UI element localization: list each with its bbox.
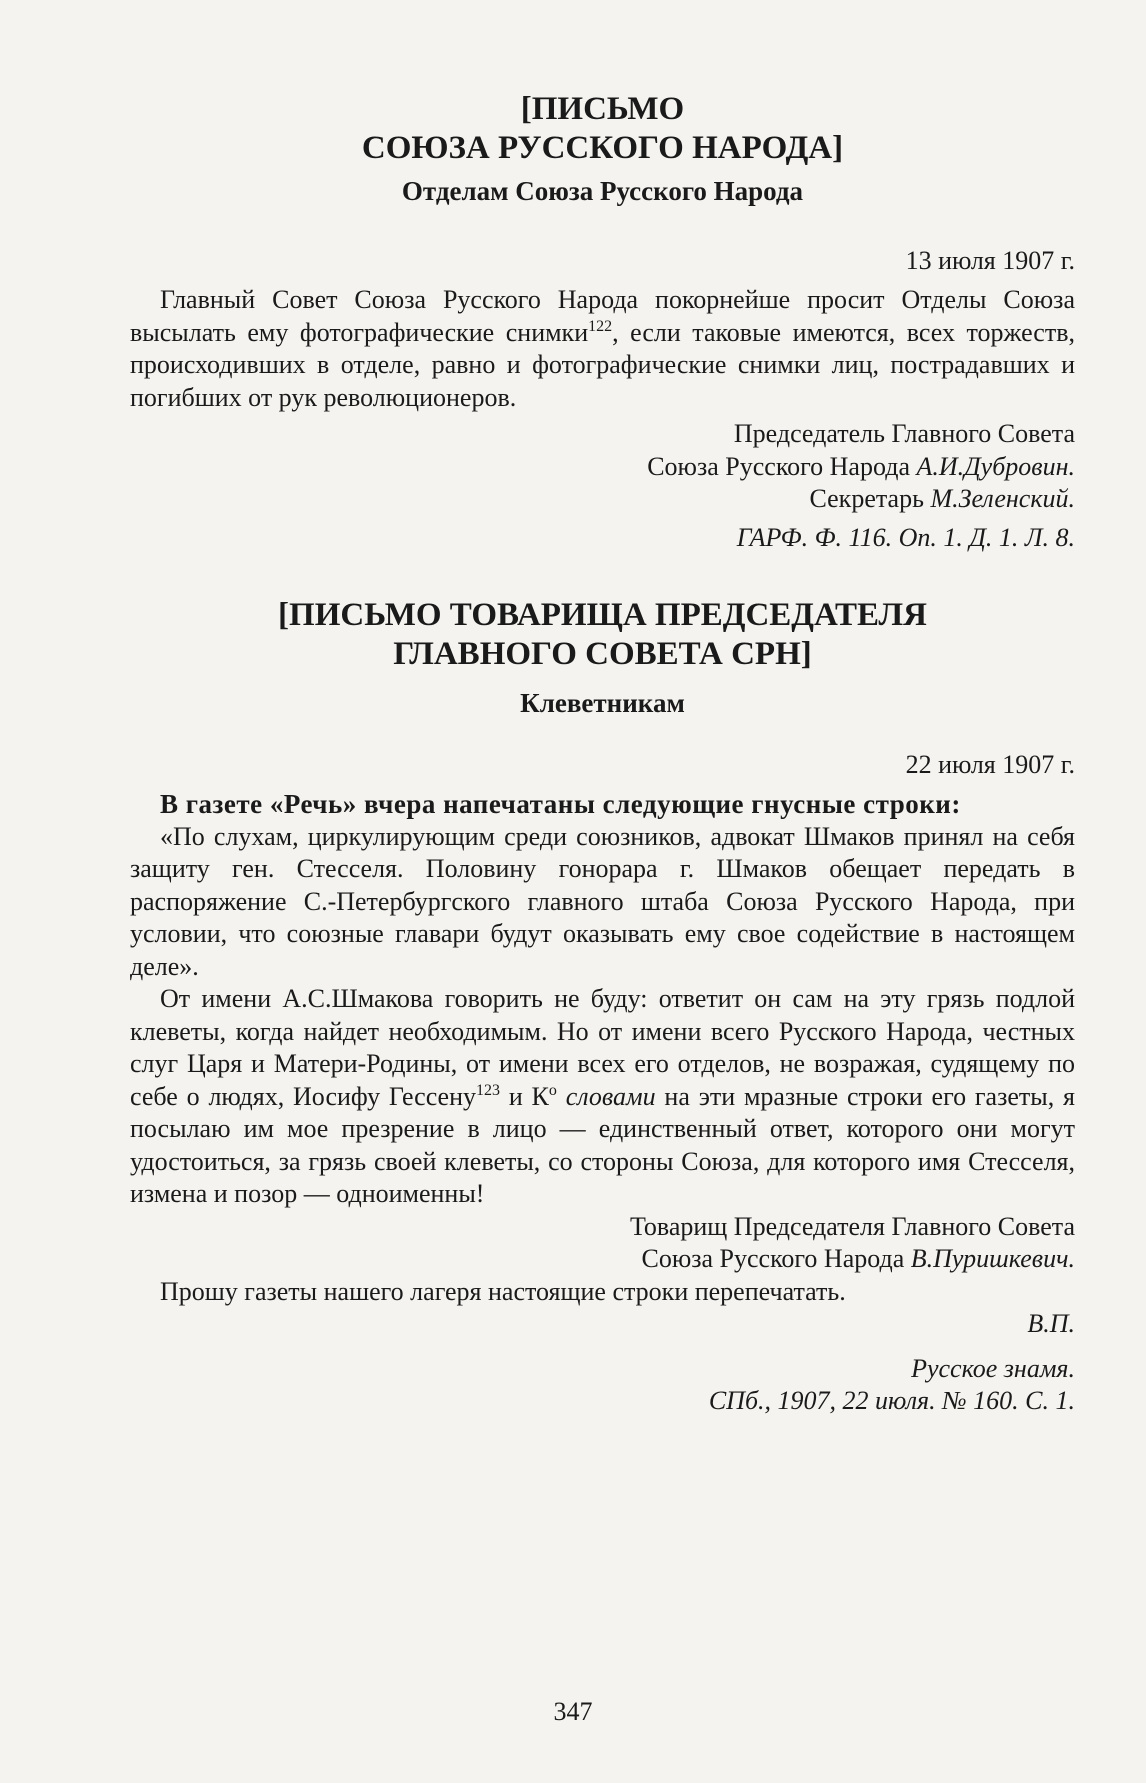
doc1-secretary-prefix: Секретарь [809, 484, 931, 513]
document-2 [130, 596, 1075, 1418]
doc2-title-line2: ГЛАВНОГО СОВЕТА СРН] [393, 636, 812, 672]
doc1-date: 13 июля 1907 г. [905, 246, 1075, 275]
doc1-body-part2: , если таковые имеются, всех торжеств, происходивших в отделе, равно и фотографические снимки лиц, пострадавших и погибших от рук революционеров. [130, 317, 1075, 412]
doc2-signature-line1: Товарищ Председателя Главного Совета [629, 1211, 1075, 1241]
doc2-italic-word: словами [565, 1081, 656, 1111]
doc2-source-line2: СПб., 1907, 22 июля. № 160. С. 1. [708, 1386, 1075, 1415]
page-number: 347 [553, 1697, 593, 1726]
doc1-signature-prefix: Союза Русского Народа [647, 451, 917, 481]
doc1-signer-name: А.И.Дубровин. [916, 451, 1075, 481]
doc2-paragraph-part1: От имени А.С.Шмакова говорить не буду: ответит он сам на эту грязь подлой клеветы, когда найдет необходимым. Но от имени всего Русского Народа, честных слуг Царя и Матери-Родины, от имени всех его отделов, не возражая, судящему по себе о людях, Иосифу Гессену [130, 984, 1075, 1111]
doc1-footnote-ref: 122 [588, 317, 613, 335]
doc1-body-part1: Главный Совет Союза Русского Народа покорнейше просит Отделы Союза высылать ему фотографические снимки [130, 285, 1075, 347]
doc2-signer-name: В.Пуришкевич. [910, 1244, 1075, 1273]
doc2-signature-prefix: Союза Русского Народа [641, 1244, 911, 1273]
doc2-lead: В газете «Речь» вчера напечатаны следующие гнусные строки: [160, 789, 961, 819]
doc2-k: и К [500, 1081, 549, 1111]
doc2-paragraph [130, 983, 1075, 1211]
page-content [130, 90, 1075, 1418]
doc2-signature-line2 [130, 1243, 1075, 1276]
doc1-title-line2: СОЮЗА РУССКОГО НАРОДА] [361, 130, 844, 166]
doc2-request: Прошу газеты нашего лагеря настоящие строки перепечатать. [160, 1276, 846, 1306]
doc1-signature-line3 [130, 483, 1075, 516]
doc1-subtitle: Отделам Союза Русского Народа [401, 176, 804, 206]
doc1-title-line1: [ПИСЬМО [520, 91, 685, 127]
doc2-k-sup: о [548, 1081, 557, 1099]
document-1 [130, 90, 1075, 554]
doc1-secretary-name: М.Зеленский. [930, 484, 1075, 513]
doc1-body [130, 284, 1075, 414]
doc2-date: 22 июля 1907 г. [905, 750, 1075, 779]
doc2-initials: В.П. [1027, 1309, 1075, 1338]
doc1-archive-ref: ГАРФ. Ф. 116. Оп. 1. Д. 1. Л. 8. [736, 522, 1075, 552]
doc1-signature-line2 [130, 451, 1075, 484]
doc2-paragraph-part2: на эти мразные строки его газеты, я посылаю им мое презрение в лицо — единственный ответ, которого они могут удостоиться, за грязь своей клеветы, со стороны Союза, для которого имя Стесселя, измена и позор — одноименны! [130, 1081, 1076, 1208]
doc2-quote: «По слухам, циркулирующим среди союзников, адвокат Шмаков принял на себя защиту ген. Стесселя. Половину гонорара г. Шмаков обещает передать в распоряжение С.-Петербургского главного штаба Союза Русского Народа, при условии, что союзные главари будут оказывать ему свое содействие в настоящем деле». [130, 821, 1075, 981]
doc2-footnote-ref: 123 [476, 1081, 501, 1099]
doc1-signature-line1: Председатель Главного Совета [733, 419, 1075, 448]
doc2-source-line1: Русское знамя. [911, 1353, 1075, 1383]
doc2-subtitle: Клеветникам [520, 688, 685, 718]
doc2-title-line1: [ПИСЬМО ТОВАРИЩА ПРЕДСЕДАТЕЛЯ [278, 597, 927, 633]
